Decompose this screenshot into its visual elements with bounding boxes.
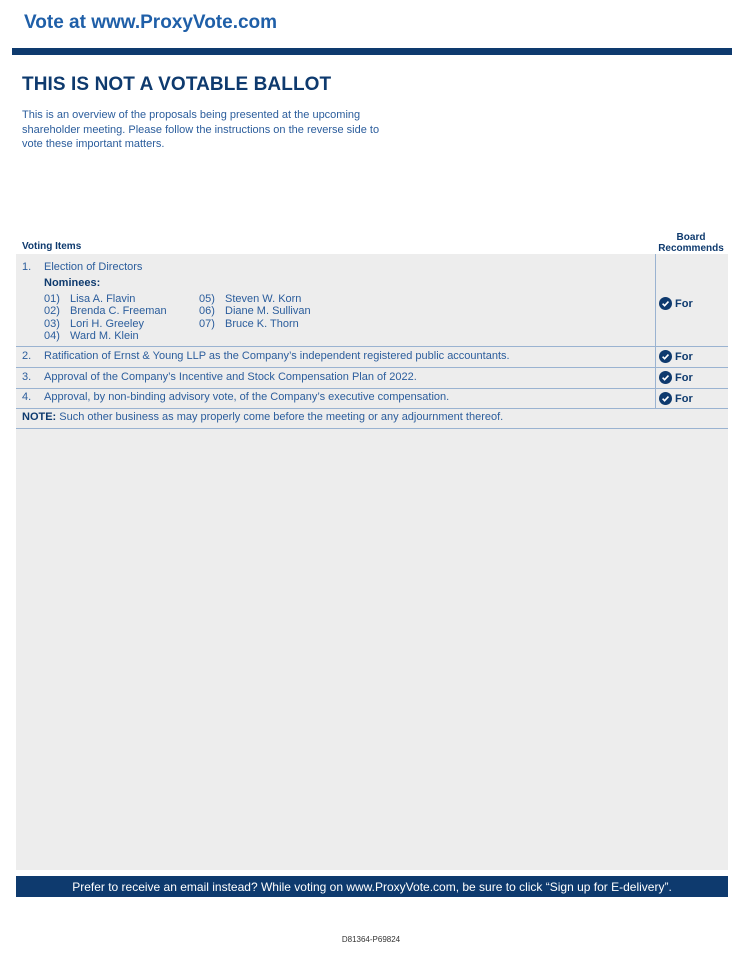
row-divider [16, 346, 728, 347]
board-header-line2: Recommends [658, 243, 724, 254]
nominee-02 [44, 305, 167, 317]
recommendation-label: For [675, 350, 693, 363]
nominee-name: Brenda C. Freeman [70, 305, 167, 317]
nominee-03 [44, 318, 144, 330]
item-3-text: Approval of the Company’s Incentive and Stock Compensation Plan of 2022. [44, 371, 417, 383]
nominee-number: 06) [199, 305, 215, 317]
item-1-recommendation [659, 297, 693, 310]
edelivery-banner-text: Prefer to receive an email instead? While voting on www.ProxyVote.com, be sure to click “Sign up for E-delivery”. [72, 879, 672, 894]
recommendation-label: For [675, 392, 693, 405]
row-divider [16, 388, 728, 389]
header-url[interactable]: Vote at www.ProxyVote.com [24, 12, 278, 33]
check-circle-icon [659, 392, 672, 405]
item-3-recommendation [659, 371, 693, 384]
nominee-number: 07) [199, 318, 215, 330]
document-code: D81364-P69824 [341, 935, 401, 944]
nominee-name: Ward M. Klein [70, 330, 139, 342]
note-label: NOTE: [22, 411, 57, 423]
nominee-06 [199, 305, 311, 317]
nominee-name: Bruce K. Thorn [225, 318, 299, 330]
nominee-05 [199, 293, 301, 305]
item-2-recommendation [659, 350, 693, 363]
nominee-number: 02) [44, 305, 60, 317]
check-circle-icon [659, 297, 672, 310]
edelivery-banner [16, 876, 728, 897]
nominee-07 [199, 318, 299, 330]
item-1-text: Election of Directors [44, 261, 143, 273]
recommendation-label: For [675, 371, 693, 384]
row-divider [16, 428, 728, 429]
nominees-label: Nominees: [44, 277, 101, 289]
page-title: THIS IS NOT A VOTABLE BALLOT [22, 74, 332, 95]
recommendation-label: For [675, 297, 693, 310]
item-1-number: 1. [22, 261, 32, 273]
column-header-board-recommends [654, 232, 728, 254]
nominee-number: 01) [44, 293, 60, 305]
nominee-number: 03) [44, 318, 60, 330]
column-header-voting-items: Voting Items [22, 241, 82, 252]
note-text: Such other business as may properly come before the meeting or any adjournment thereof. [56, 411, 504, 423]
intro-text: This is an overview of the proposals being presented at the upcoming shareholder meeting. Please follow the instructions on the reverse side to vote these important matters. [22, 109, 380, 150]
nominee-name: Lisa A. Flavin [70, 293, 136, 305]
board-header-line1: Board [676, 232, 706, 243]
item-4-text: Approval, by non-binding advisory vote, of the Company’s executive compensation. [44, 391, 450, 403]
nominee-name: Diane M. Sullivan [225, 305, 311, 317]
item-2-number: 2. [22, 350, 32, 362]
note [22, 411, 503, 423]
check-circle-icon [659, 371, 672, 384]
nominee-name: Lori H. Greeley [70, 318, 144, 330]
nominee-name: Steven W. Korn [225, 293, 302, 305]
header-rule [12, 48, 732, 55]
check-circle-icon [659, 350, 672, 363]
item-3-number: 3. [22, 371, 32, 383]
row-divider [16, 367, 728, 368]
item-4-number: 4. [22, 391, 32, 403]
nominee-04 [44, 330, 139, 342]
nominee-01 [44, 293, 135, 305]
nominee-number: 04) [44, 330, 60, 342]
item-2-text: Ratification of Ernst & Young LLP as the Company’s independent registered public accountants. [44, 350, 510, 362]
row-divider [16, 408, 728, 409]
column-divider [655, 254, 656, 409]
nominee-number: 05) [199, 293, 215, 305]
item-4-recommendation [659, 392, 693, 405]
